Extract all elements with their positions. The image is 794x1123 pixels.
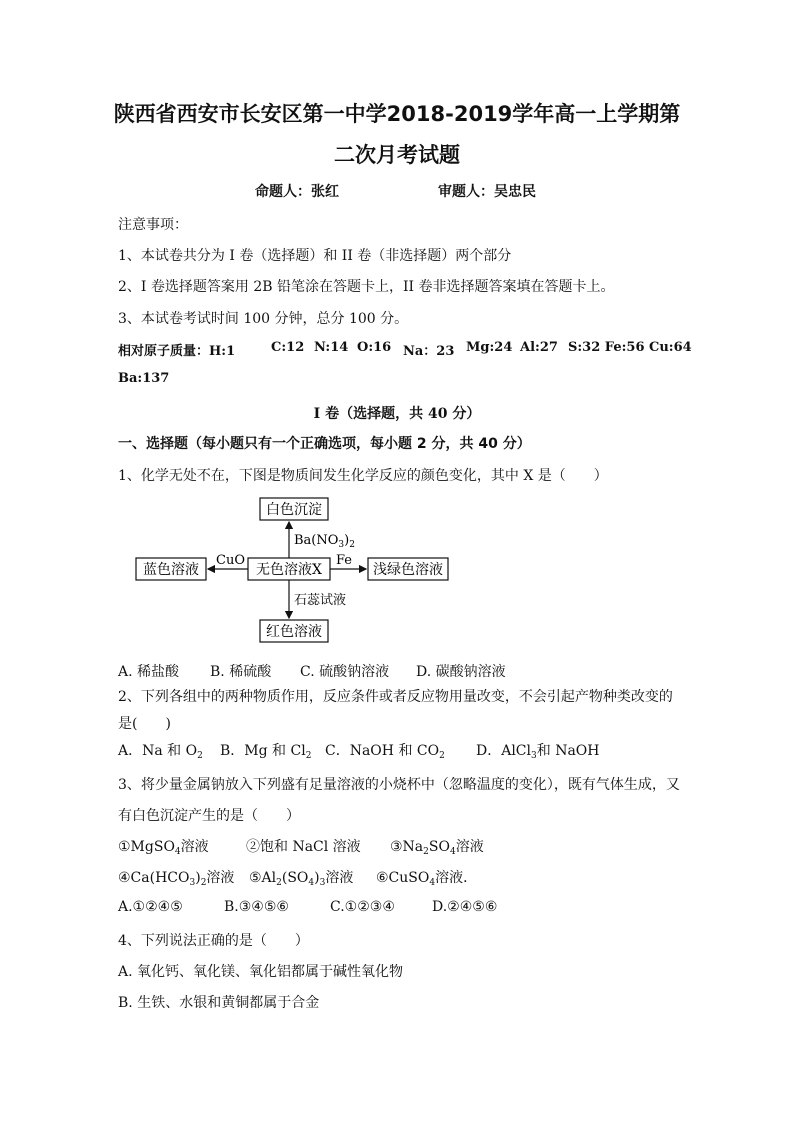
notes-heading: 注意事项： bbox=[118, 217, 188, 233]
q3-option-a: A.①②④⑤ bbox=[118, 899, 183, 915]
atomic-mass-o: O:16 bbox=[357, 340, 392, 355]
q1-stem: 1、化学无处不在，下图是物质间发生化学反应的颜色变化，其中 X 是（ ） bbox=[118, 468, 608, 484]
q1-option-a: A. 稀盐酸 bbox=[118, 664, 180, 680]
q3-item-4: $④Ca(HCO_3)_2$溶液 bbox=[118, 870, 235, 888]
atomic-mass-na: Na：23 bbox=[403, 344, 455, 359]
q3-item-6: ⑥CuSO$_4$溶液． bbox=[376, 870, 478, 888]
q3-stem-line1: 3、将少量金属钠放入下列盛有足量溶液的小烧杯中（忽略温度的变化），既有气体生成，又 bbox=[118, 777, 680, 793]
q1-option-b: B. 稀硫酸 bbox=[210, 664, 272, 680]
q2-stem-line2: 是( ) bbox=[118, 716, 171, 732]
label-litmus: 石蕊试液 bbox=[294, 593, 347, 608]
atomic-mass-ba: Ba:137 bbox=[118, 371, 170, 386]
q2-option-b: B．Mg 和 $Cl_2$ bbox=[220, 743, 312, 761]
q4-option-a: A. 氧化钙、氧化镁、氧化铝都属于碱性氧化物 bbox=[118, 964, 404, 980]
diagram-right-text: 浅绿色溶液 bbox=[373, 562, 443, 578]
q4-stem: 4、下列说法正确的是（ ） bbox=[118, 933, 309, 949]
diagram-top-text: 白色沉淀 bbox=[266, 502, 322, 518]
exam-title-line2: 二次月考试题 bbox=[334, 143, 460, 167]
atomic-mass-al: Al:27 bbox=[520, 340, 558, 355]
note-item-2: 2、I 卷选择题答案用 2B 铅笔涂在答题卡上，II 卷非选择题答案填在答题卡上。 bbox=[118, 279, 615, 295]
q3-item-2: ②饱和 NaCl 溶液 bbox=[246, 839, 361, 855]
label-ba-no3: $Ba(NO_3)_2$ bbox=[294, 533, 355, 550]
atomic-mass-mg: Mg:24 bbox=[466, 340, 513, 355]
atomic-mass-n: N:14 bbox=[314, 340, 349, 355]
q2-option-d: D．AlCl$_3$和 NaOH bbox=[476, 743, 600, 761]
diagram-center-text: 无色溶液X bbox=[256, 562, 322, 578]
reviewer: 审题人：吴忠民 bbox=[438, 184, 536, 200]
q3-item-1: ①MgSO$_4$溶液 bbox=[118, 839, 209, 857]
q3-item-5: $⑤Al_2(SO_4)_3$溶液 bbox=[249, 870, 354, 888]
q1-reaction-diagram bbox=[132, 494, 452, 646]
atomic-mass-s-fe-cu: S:32 Fe:56 Cu:64 bbox=[568, 340, 692, 355]
atomic-mass-c: C:12 bbox=[271, 340, 305, 355]
label-cuo: CuO bbox=[216, 553, 245, 568]
q2-stem-line1: 2、下列各组中的两种物质作用，反应条件或者反应物用量改变，不会引起产物种类改变的 bbox=[118, 689, 673, 705]
atomic-mass-h: 相对原子质量：H:1 bbox=[118, 344, 236, 359]
diagram-bottom-text: 红色溶液 bbox=[266, 624, 322, 640]
note-item-3: 3、本试卷考试时间 100 分钟，总分 100 分。 bbox=[118, 311, 409, 327]
section-title: I 卷（选择题，共 40 分） bbox=[313, 406, 481, 422]
exam-title-line1: 陕西省西安市长安区第一中学2018-2019学年高一上学期第 bbox=[113, 102, 681, 126]
q3-option-d: D.②④⑤⑥ bbox=[432, 899, 498, 915]
q2-option-c: C．NaOH 和 $CO_2$ bbox=[325, 743, 445, 761]
note-item-1: 1、本试卷共分为 I 卷（选择题）和 II 卷（非选择题）两个部分 bbox=[118, 248, 512, 264]
q2-option-a: A．Na 和 $O_2$ bbox=[118, 743, 203, 761]
q4-option-b: B. 生铁、水银和黄铜都属于合金 bbox=[118, 995, 320, 1011]
label-fe: Fe bbox=[336, 553, 353, 568]
q3-stem-line2: 有白色沉淀产生的是（ ） bbox=[118, 808, 300, 824]
q1-option-d: D. 碳酸钠溶液 bbox=[416, 664, 506, 680]
setter: 命题人：张红 bbox=[255, 184, 339, 200]
q3-option-c: C.①②③④ bbox=[330, 899, 395, 915]
part-heading: 一、选择题（每小题只有一个正确选项，每小题 2 分，共 40 分） bbox=[118, 436, 531, 452]
q3-option-b: B.③④⑤⑥ bbox=[224, 899, 289, 915]
diagram-left-text: 蓝色溶液 bbox=[143, 562, 199, 578]
q3-item-3: $③Na_2SO_4$溶液 bbox=[390, 839, 484, 857]
q1-option-c: C. 硫酸钠溶液 bbox=[300, 664, 390, 680]
